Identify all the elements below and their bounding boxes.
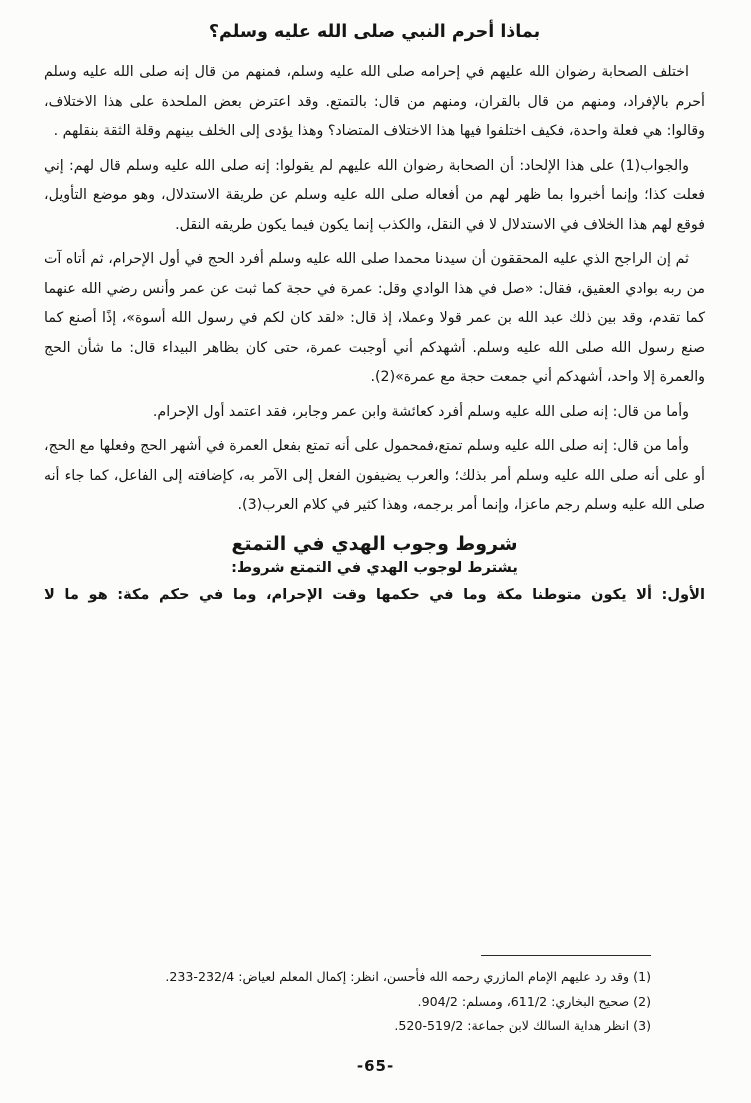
footnotes-section (60, 955, 651, 1039)
paragraph: وأما من قال: إنه صلى الله عليه وسلم تمتع،فمحمول على أنه تمتع بفعل العمرة في أشهر الحج وفعلها مع الحج، أو على أنه صلى الله عليه وسلم أمر بذلك؛ والعرب يضيفون الفعل إلى الآمر به، كإضافته إلى الفاعل، كما جاء أنه صلى الله عليه وسلم رجم ماعزا، وإنما أمر برجمه، وهذا كثير في كلام العرب(3). (44, 438, 705, 514)
page-title: بماذا أحرم النبي صلى الله عليه وسلم؟ (208, 22, 541, 42)
footnote-item: (1) وقد رد عليهم الإمام المازري رحمه الله فأحسن، انظر: إكمال المعلم لعياض: 232/4-233. (165, 969, 651, 985)
section-heading: شروط وجوب الهدي في التمتع (231, 532, 518, 555)
paragraph: والجواب(1) على هذا الإلحاد: أن الصحابة رضوان الله عليهم لم يقولوا: إنه صلى الله عليه وسلم قال لهم: إني فعلت كذا؛ وإنما أخبروا بما ظهر لهم من أفعاله صلى الله عليه وسلم عن طريقة الاستدلال، وهو موضع التأويل، فوقع لهم هذا الخلاف في الاستدلال لا في النقل، والكذب إنما يكون فيما يكون طريقه النقل. (44, 157, 705, 233)
body-text (44, 58, 705, 521)
footnote-separator (481, 955, 651, 956)
paragraph: وأما من قال: إنه صلى الله عليه وسلم أفرد كعائشة وابن عمر وجابر، فقد اعتمد أول الإحرام. (152, 403, 689, 420)
subheading: يشترط لوجوب الهدي في التمتع شروط: (231, 558, 518, 576)
paragraph: اختلف الصحابة رضوان الله عليهم في إحرامه صلى الله عليه وسلم، فمنهم من قال إنه صلى الله عليه وسلم أحرم بالإفراد، ومنهم من قال بالقران، ومنهم من قال: بالتمتع. وقد اعترض بعض الملحدة على هذا الاختلاف، وقالوا: هي فعلة واحدة، فكيف اختلفوا فيها هذا الاختلاف المتضاد؟ وهذا يؤدى إلى الخلف بينهم وقلة الثقة بنقلهم . (44, 64, 705, 140)
page-number: -65- (356, 1057, 395, 1075)
footnote-item: (3) انظر هداية السالك لابن جماعة: 519/2-520. (394, 1018, 651, 1034)
condition-line: الأول: ألا يكون متوطنا مكة وما في حكمها وقت الإحرام، وما في حكم مكة: هو ما لا (44, 585, 705, 603)
footnote-item: (2) صحيح البخاري: 611/2، ومسلم: 904/2. (417, 993, 651, 1009)
paragraph: ثم إن الراجح الذي عليه المحققون أن سيدنا محمدا صلى الله عليه وسلم أفرد الحج في أول الإحرام، ثم أتاه آت من ربه بوادي العقيق، فقال: «صل في هذا الوادي وقل: عمرة في حجة كما ثبت عن عمر وأنس رضي الله عنهما كما تقدم، وقد بين ذلك عبد الله بن عمر قولا وعملا، إذ قال: «لقد كان لكم في رسول الله أسوة»، إذًا أصنع كما صنع رسول الله صلى الله عليه وسلم. أشهدكم أني أوجبت عمرة، حتى كان بظاهر البيداء قال: ما شأن الحج والعمرة إلا واحد، أشهدكم أني جمعت حجة مع عمرة»(2). (44, 251, 705, 386)
